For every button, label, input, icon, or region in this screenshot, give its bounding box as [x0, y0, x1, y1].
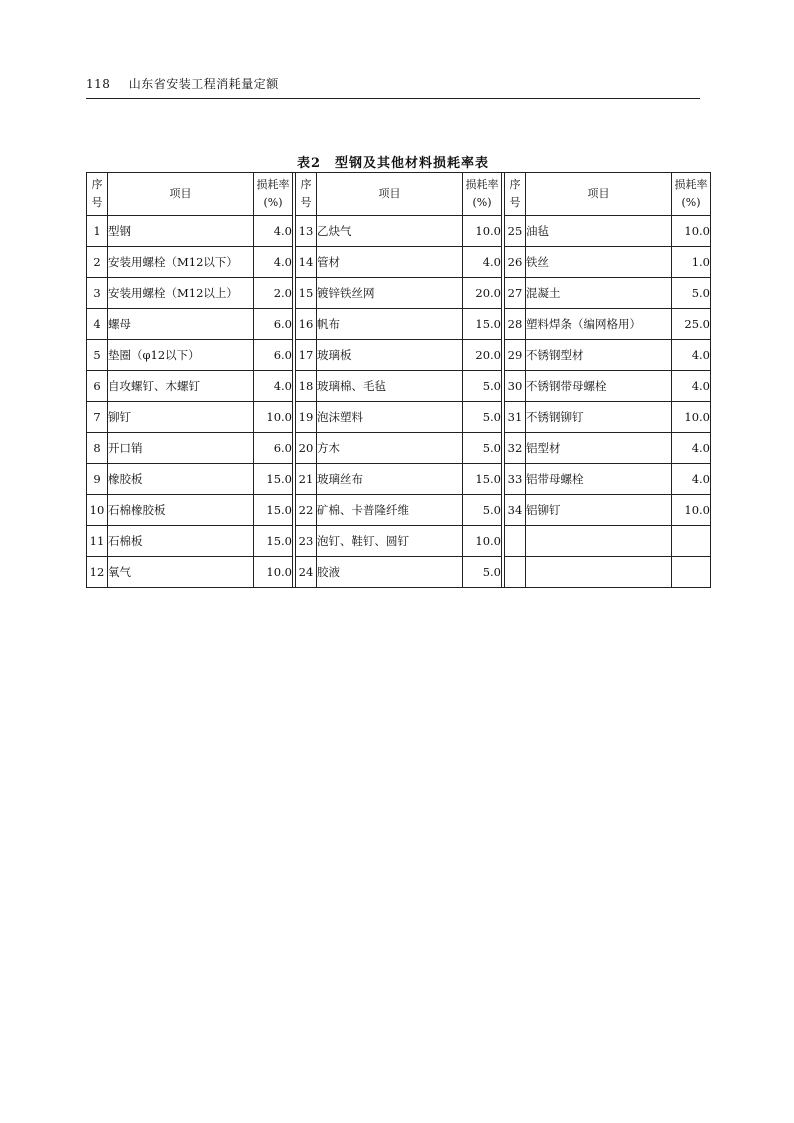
column-header-no-top: 序	[300, 178, 312, 191]
item-name: 乙炔气	[317, 216, 463, 247]
item-name: 橡胶板	[108, 464, 254, 495]
column-header-rate-bottom: (%)	[681, 196, 701, 209]
item-name	[526, 557, 672, 588]
item-number: 23	[296, 526, 317, 557]
item-name: 玻璃棉、毛毡	[317, 371, 463, 402]
header-rule	[86, 98, 700, 99]
loss-rate: 4.0	[254, 247, 293, 278]
item-name: 石棉板	[108, 526, 254, 557]
item-number: 3	[87, 278, 108, 309]
item-name: 石棉橡胶板	[108, 495, 254, 526]
item-number: 14	[296, 247, 317, 278]
material-loss-rate-table	[86, 172, 711, 588]
column-header-no	[505, 173, 526, 216]
column-header-rate-top: 损耗率	[256, 178, 290, 191]
item-name: 螺母	[108, 309, 254, 340]
loss-rate: 4.0	[672, 371, 711, 402]
loss-rate: 4.0	[463, 247, 502, 278]
loss-rate: 15.0	[254, 495, 293, 526]
table-row	[87, 557, 711, 588]
item-name: 镀锌铁丝网	[317, 278, 463, 309]
loss-rate: 1.0	[672, 247, 711, 278]
table-row	[87, 340, 711, 371]
table-title: 表2 型钢及其他材料损耗率表	[296, 156, 490, 171]
item-name: 方木	[317, 433, 463, 464]
loss-rate: 10.0	[672, 402, 711, 433]
loss-rate: 5.0	[463, 371, 502, 402]
item-name: 铝带母螺栓	[526, 464, 672, 495]
item-number: 31	[505, 402, 526, 433]
loss-rate: 5.0	[463, 433, 502, 464]
loss-rate: 20.0	[463, 278, 502, 309]
loss-rate: 10.0	[463, 526, 502, 557]
item-number: 21	[296, 464, 317, 495]
item-name: 塑料焊条（编网格用）	[526, 309, 672, 340]
table-row	[87, 402, 711, 433]
item-number: 11	[87, 526, 108, 557]
item-number: 20	[296, 433, 317, 464]
table-row	[87, 495, 711, 526]
item-number: 19	[296, 402, 317, 433]
item-name: 管材	[317, 247, 463, 278]
item-name: 不锈钢型材	[526, 340, 672, 371]
item-name: 泡沫塑料	[317, 402, 463, 433]
loss-rate: 5.0	[672, 278, 711, 309]
column-header-rate-bottom: (%)	[472, 196, 492, 209]
loss-rate: 10.0	[254, 557, 293, 588]
column-header-no-bottom: 号	[509, 196, 521, 209]
item-name: 型钢	[108, 216, 254, 247]
table-row	[87, 371, 711, 402]
table-row	[87, 278, 711, 309]
item-number: 2	[87, 247, 108, 278]
page-number: 118	[86, 77, 111, 91]
loss-rate	[672, 526, 711, 557]
column-header-no	[296, 173, 317, 216]
column-header-no	[87, 173, 108, 216]
column-header-no-bottom: 号	[91, 196, 103, 209]
table-row	[87, 433, 711, 464]
item-name: 胶液	[317, 557, 463, 588]
loss-rate: 4.0	[254, 371, 293, 402]
item-name: 油毡	[526, 216, 672, 247]
item-number: 18	[296, 371, 317, 402]
item-name: 不锈钢带母螺栓	[526, 371, 672, 402]
loss-rate: 25.0	[672, 309, 711, 340]
loss-rate: 20.0	[463, 340, 502, 371]
item-number: 30	[505, 371, 526, 402]
table-row	[87, 526, 711, 557]
item-number	[505, 557, 526, 588]
loss-rate: 5.0	[463, 557, 502, 588]
loss-rate: 4.0	[672, 340, 711, 371]
table-header-row	[87, 173, 711, 216]
item-name: 自攻螺钉、木螺钉	[108, 371, 254, 402]
item-name: 氧气	[108, 557, 254, 588]
item-number: 10	[87, 495, 108, 526]
loss-rate: 10.0	[254, 402, 293, 433]
item-number	[505, 526, 526, 557]
running-header	[86, 76, 700, 92]
table-row	[87, 216, 711, 247]
loss-rate: 6.0	[254, 309, 293, 340]
item-number: 26	[505, 247, 526, 278]
item-name	[526, 526, 672, 557]
item-number: 13	[296, 216, 317, 247]
table-row	[87, 247, 711, 278]
column-header-no-top: 序	[509, 178, 521, 191]
column-header-item: 项目	[526, 173, 672, 216]
table-row	[87, 309, 711, 340]
item-number: 22	[296, 495, 317, 526]
item-name: 垫圈（φ12以下）	[108, 340, 254, 371]
item-number: 16	[296, 309, 317, 340]
item-name: 铝铆钉	[526, 495, 672, 526]
item-number: 5	[87, 340, 108, 371]
item-number: 17	[296, 340, 317, 371]
item-name: 帆布	[317, 309, 463, 340]
column-header-rate	[672, 173, 711, 216]
loss-rate: 5.0	[463, 402, 502, 433]
loss-rate: 4.0	[672, 433, 711, 464]
table-body	[87, 216, 711, 588]
loss-rate: 6.0	[254, 433, 293, 464]
item-name: 铝型材	[526, 433, 672, 464]
book-title: 山东省安装工程消耗量定额	[128, 77, 279, 91]
loss-rate: 15.0	[463, 309, 502, 340]
item-number: 9	[87, 464, 108, 495]
item-number: 4	[87, 309, 108, 340]
column-header-rate-top: 损耗率	[674, 178, 708, 191]
item-number: 32	[505, 433, 526, 464]
column-header-rate-bottom: (%)	[263, 196, 283, 209]
column-header-no-bottom: 号	[300, 196, 312, 209]
item-name: 矿棉、卡普隆纤维	[317, 495, 463, 526]
item-name: 玻璃板	[317, 340, 463, 371]
item-name: 不锈钢铆钉	[526, 402, 672, 433]
loss-rate: 10.0	[672, 495, 711, 526]
item-name: 安装用螺栓（M12以上）	[108, 278, 254, 309]
item-number: 29	[505, 340, 526, 371]
loss-rate: 6.0	[254, 340, 293, 371]
column-header-item: 项目	[108, 173, 254, 216]
item-number: 12	[87, 557, 108, 588]
item-name: 开口销	[108, 433, 254, 464]
loss-rate: 4.0	[254, 216, 293, 247]
loss-rate: 15.0	[254, 464, 293, 495]
item-number: 24	[296, 557, 317, 588]
loss-rate	[672, 557, 711, 588]
item-name: 混凝土	[526, 278, 672, 309]
column-header-rate-top: 损耗率	[465, 178, 499, 191]
item-number: 25	[505, 216, 526, 247]
item-number: 28	[505, 309, 526, 340]
item-number: 8	[87, 433, 108, 464]
item-number: 7	[87, 402, 108, 433]
item-number: 6	[87, 371, 108, 402]
item-number: 33	[505, 464, 526, 495]
column-header-rate	[463, 173, 502, 216]
item-number: 34	[505, 495, 526, 526]
table-row	[87, 464, 711, 495]
loss-rate: 10.0	[672, 216, 711, 247]
item-number: 27	[505, 278, 526, 309]
item-name: 玻璃丝布	[317, 464, 463, 495]
loss-rate: 2.0	[254, 278, 293, 309]
loss-rate: 4.0	[672, 464, 711, 495]
column-header-item: 项目	[317, 173, 463, 216]
loss-rate: 15.0	[463, 464, 502, 495]
item-name: 铁丝	[526, 247, 672, 278]
column-header-no-top: 序	[91, 178, 103, 191]
loss-rate: 15.0	[254, 526, 293, 557]
item-name: 铆钉	[108, 402, 254, 433]
loss-rate: 10.0	[463, 216, 502, 247]
loss-rate: 5.0	[463, 495, 502, 526]
item-name: 安装用螺栓（M12以下）	[108, 247, 254, 278]
item-number: 1	[87, 216, 108, 247]
column-header-rate	[254, 173, 293, 216]
item-name: 泡钉、鞋钉、圆钉	[317, 526, 463, 557]
item-number: 15	[296, 278, 317, 309]
